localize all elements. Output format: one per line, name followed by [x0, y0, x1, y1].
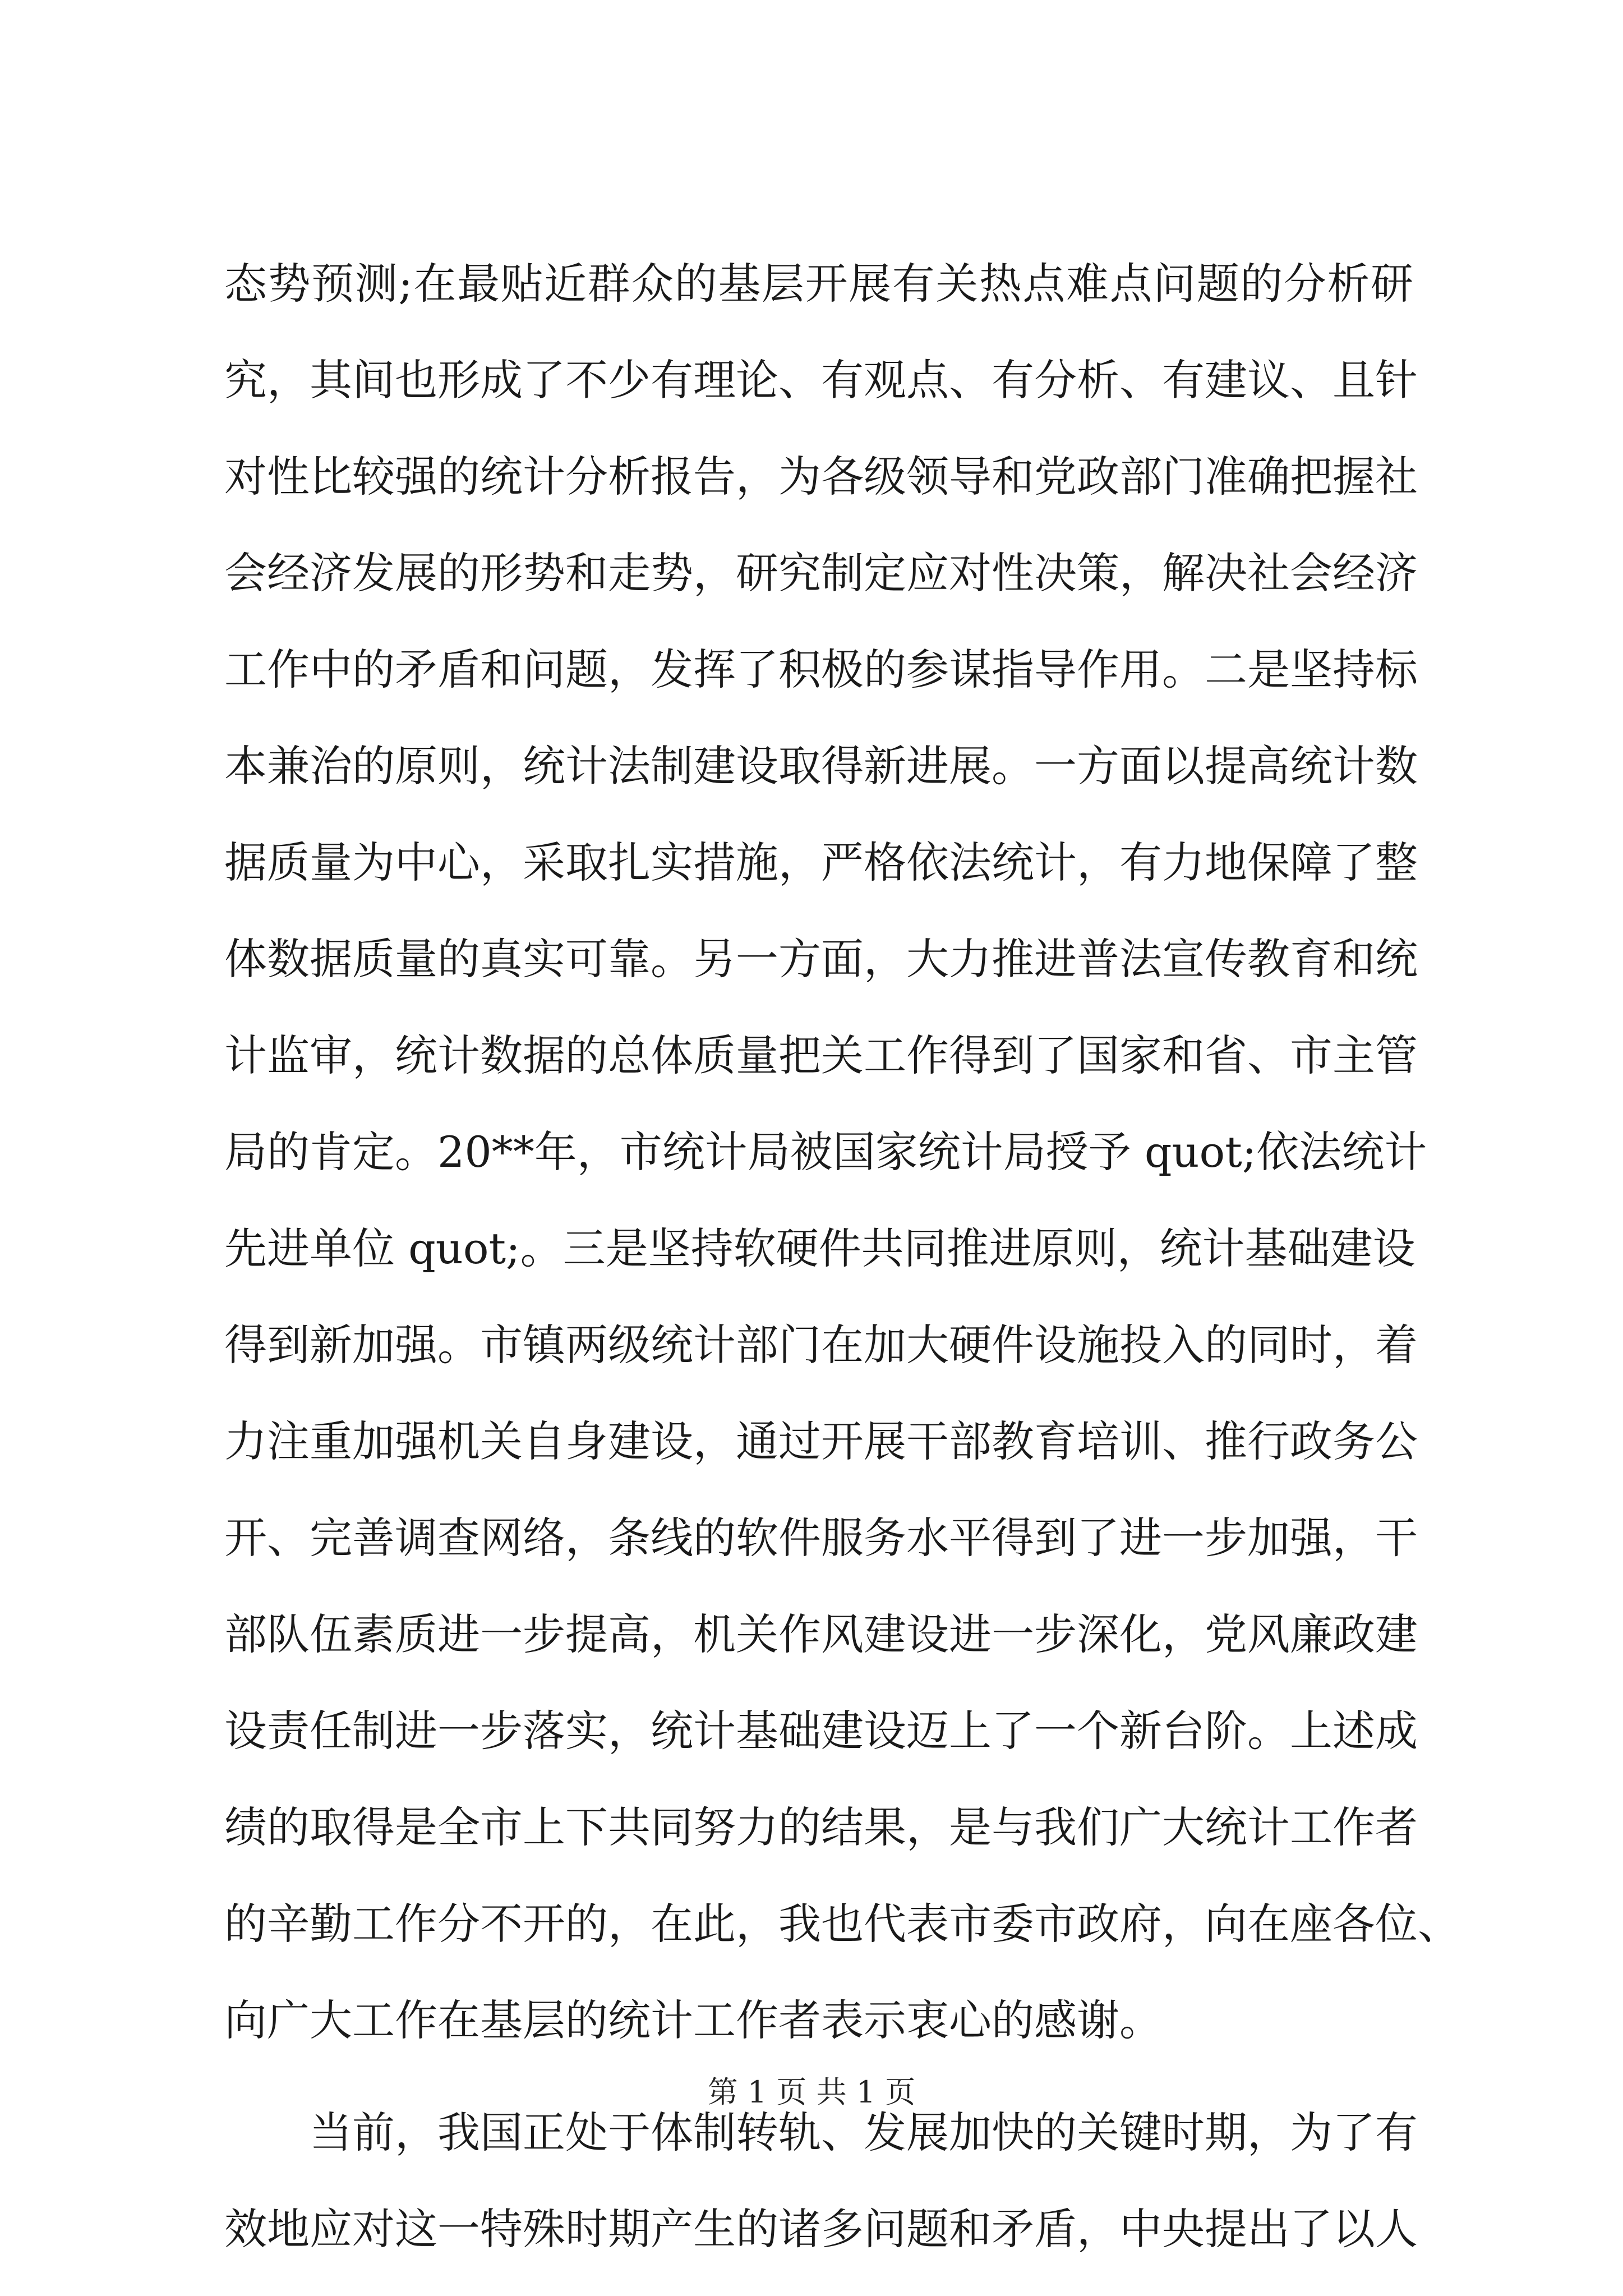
text-line: 计监审，统计数据的总体质量把关工作得到了国家和省、市主管	[224, 1030, 1418, 1080]
paragraph-1	[224, 236, 1460, 2069]
text-line: 效地应对这一特殊时期产生的诸多问题和矛盾，中央提出了以人	[224, 2204, 1418, 2254]
text-line: 工作中的矛盾和问题，发挥了积极的参谋指导作用。二是坚持标	[224, 645, 1418, 694]
text-line: 究，其间也形成了不少有理论、有观点、有分析、有建议、且针	[224, 355, 1418, 405]
text-line: 本兼治的原则，统计法制建设取得新进展。一方面以提高统计数	[224, 741, 1418, 791]
text-line: 局的肯定。20**年，市统计局被国家统计局授予 quot;依法统计	[224, 1127, 1427, 1177]
text-line: 当前，我国正处于体制转轨、发展加快的关键时期，为了有	[224, 2108, 1418, 2157]
text-line: 的辛勤工作分不开的，在此，我也代表市委市政府，向在座各位、	[224, 1899, 1460, 1949]
text-line: 力注重加强机关自身建设，通过开展干部教育培训、推行政务公	[224, 1416, 1418, 1466]
text-line: 对性比较强的统计分析报告，为各级领导和党政部门准确把握社	[224, 452, 1418, 501]
text-line: 态势预测;在最贴近群众的基层开展有关热点难点问题的分析研	[224, 259, 1413, 309]
text-line: 向广大工作在基层的统计工作者表示衷心的感谢。	[224, 1995, 1162, 2045]
document-body	[224, 236, 1460, 2277]
page-footer	[0, 2070, 1623, 2115]
text-line: 部队伍素质进一步提高，机关作风建设进一步深化，党风廉政建	[224, 1609, 1418, 1659]
text-line: 绩的取得是全市上下共同努力的结果，是与我们广大统计工作者	[224, 1802, 1418, 1852]
text-line: 开、完善调查网络，条线的软件服务水平得到了进一步加强，干	[224, 1513, 1418, 1563]
page-number-label: 第 1 页 共 1 页	[707, 2074, 916, 2110]
text-line: 先进单位 quot;。三是坚持软硬件共同推进原则，统计基础建设	[224, 1223, 1415, 1273]
text-line: 会经济发展的形势和走势，研究制定应对性决策，解决社会经济	[224, 548, 1418, 598]
text-line: 设责任制进一步落实，统计基础建设迈上了一个新台阶。上述成	[224, 1706, 1418, 1756]
text-line: 体数据质量的真实可靠。另一方面，大力推进普法宣传教育和统	[224, 934, 1418, 984]
text-line: 据质量为中心，采取扎实措施，严格依法统计，有力地保障了整	[224, 838, 1418, 887]
text-line: 得到新加强。市镇两级统计部门在加大硬件设施投入的同时，着	[224, 1320, 1418, 1370]
